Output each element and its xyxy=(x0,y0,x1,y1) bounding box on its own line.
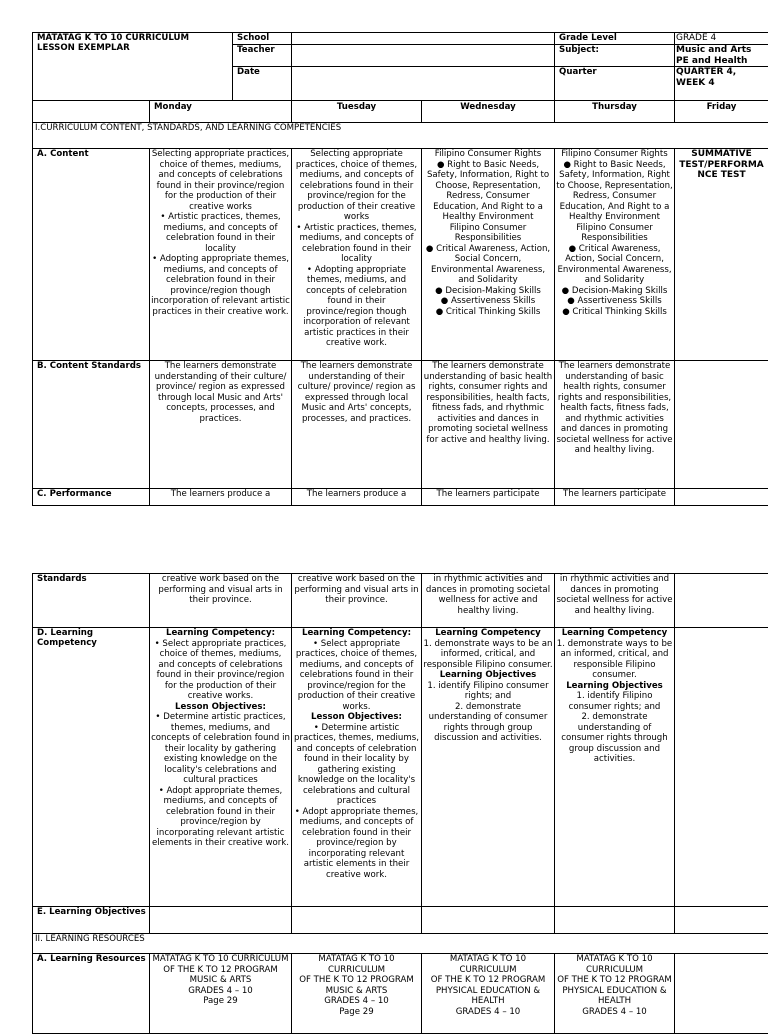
lc-text: 1. demonstrate ways to be an informed, critical, and responsible Filipino consumer. xyxy=(423,639,553,671)
performance-thursday-bottom: in rhythmic activities and dances in promoting societal wellness for active and healthy living. xyxy=(555,574,675,628)
teacher-label: Teacher xyxy=(233,45,292,67)
learning-resources-thursday: MATATAG K TO 10 CURRICULUM OF THE K TO 12 PROGRAM PHYSICAL EDUCATION & HEALTH GRADES 4 – 10 xyxy=(555,954,675,1034)
lo-heading: Lesson Objectives: xyxy=(293,712,420,723)
day-header-blank xyxy=(33,101,150,123)
section-learning-resources-heading: II. LEARNING RESOURCES xyxy=(33,934,768,954)
day-header-wednesday: Wednesday xyxy=(422,101,555,123)
lc-text: 1. demonstrate ways to be an informed, critical, and responsible Filipino consumer. xyxy=(556,639,673,681)
performance-monday-bottom: creative work based on the performing and visual arts in their province. xyxy=(150,574,292,628)
lo-text: • Determine artistic practices, themes, mediums, and concepts of celebration found in their locality by gathering existing knowledge on the locality's celebrations and cultural practices • Adopt appropriate themes, mediums, and concepts of celebration found in their province/region by incorporating relevant artistic elements in their creative work. xyxy=(293,723,420,881)
lc-heading: Learning Competency xyxy=(556,628,673,639)
school-field[interactable] xyxy=(292,33,555,45)
subject-value: Music and Arts PE and Health xyxy=(675,45,768,67)
teacher-field[interactable] xyxy=(292,45,555,67)
learning-resources-friday xyxy=(675,954,768,1034)
performance-friday-top xyxy=(675,489,768,506)
learning-competency-monday xyxy=(150,628,292,907)
lo-heading: Learning Objectives xyxy=(423,670,553,681)
content-standards-monday: The learners demonstrate understanding of their culture/ province/ region as expressed through local Music and Arts' concepts, processes, and practices. xyxy=(150,361,292,489)
performance-friday-bottom xyxy=(675,574,768,628)
content-thursday: Filipino Consumer Rights ● Right to Basic Needs, Safety, Information, Right to Choose, Representation, Redress, Consumer Education, And Right to a Healthy Environment Filipino Consumer Responsibilities ● Critical Awareness, Action, Social Concern, Environmental Awareness, and Solidarity ● Decision-Making Skills ● Assertiveness Skills ● Critical Thinking Skills xyxy=(555,149,675,361)
content-label: A. Content xyxy=(33,149,150,361)
date-label: Date xyxy=(233,67,292,101)
performance-thursday-top: The learners participate xyxy=(555,489,675,506)
learning-competency-wednesday xyxy=(422,628,555,907)
lesson-exemplar-table-page-1 xyxy=(32,32,768,506)
lo-text: 1. identify Filipino consumer rights; and 2. demonstrate understanding of consumer rights through group discussion and activities. xyxy=(423,681,553,744)
lesson-exemplar-table-page-2 xyxy=(32,573,768,1034)
learning-objectives-thursday xyxy=(555,907,675,934)
grade-level-label: Grade Level xyxy=(555,33,675,45)
quarter-label: Quarter xyxy=(555,67,675,101)
performance-monday-top: The learners produce a xyxy=(150,489,292,506)
date-field[interactable] xyxy=(292,67,555,101)
section-curriculum-heading: I.CURRICULUM CONTENT, STANDARDS, AND LEARNING COMPETENCIES xyxy=(33,123,768,149)
content-tuesday: Selecting appropriate practices, choice of themes, mediums, and concepts of celebrations found in their province/region for the production of their creative works • Artistic practices, themes, mediums, and concepts of celebration found in their locality • Adopting appropriate themes, mediums, and concepts of celebration found in their province/region though incorporation of relevant artistic practices in their creative work. xyxy=(292,149,422,361)
lc-heading: Learning Competency: xyxy=(151,628,290,639)
day-header-monday: Monday xyxy=(150,101,292,123)
grade-level-value: GRADE 4 xyxy=(675,33,768,45)
content-wednesday: Filipino Consumer Rights ● Right to Basic Needs, Safety, Information, Right to Choose, Representation, Redress, Consumer Education, And Right to a Healthy Environment Filipino Consumer Responsibilities ● Critical Awareness, Action, Social Concern, Environmental Awareness, and Solidarity ● Decision-Making Skills ● Assertiveness Skills ● Critical Thinking Skills xyxy=(422,149,555,361)
learning-resources-tuesday: MATATAG K TO 10 CURRICULUM OF THE K TO 12 PROGRAM MUSIC & ARTS GRADES 4 – 10 Page 29 xyxy=(292,954,422,1034)
learning-resources-label: A. Learning Resources xyxy=(33,954,150,1034)
lc-heading: Learning Competency xyxy=(423,628,553,639)
learning-competency-label: D. Learning Competency xyxy=(33,628,150,907)
learning-objectives-tuesday xyxy=(292,907,422,934)
performance-tuesday-bottom: creative work based on the performing and visual arts in their province. xyxy=(292,574,422,628)
learning-objectives-friday xyxy=(675,907,768,934)
learning-competency-friday xyxy=(675,628,768,907)
lo-heading: Learning Objectives xyxy=(556,681,673,692)
content-standards-wednesday: The learners demonstrate understanding of basic health rights, consumer rights and responsibilities, health facts, fitness fads, and rhythmic activities and dances in promoting societal wellness for active and healthy living. xyxy=(422,361,555,489)
content-friday: SUMMATIVE TEST/PERFORMA NCE TEST xyxy=(675,149,768,361)
day-header-friday: Friday xyxy=(675,101,768,123)
performance-standards-label: C. Performance xyxy=(33,489,150,506)
performance-wednesday-top: The learners participate xyxy=(422,489,555,506)
lo-text: 1. identify Filipino consumer rights; and 2. demonstrate understanding of consumer rights through group discussion and activities. xyxy=(556,691,673,765)
learning-objectives-monday xyxy=(150,907,292,934)
performance-standards-label-continued: Standards xyxy=(33,574,150,628)
day-header-thursday: Thursday xyxy=(555,101,675,123)
content-standards-friday xyxy=(675,361,768,489)
day-header-tuesday: Tuesday xyxy=(292,101,422,123)
school-label: School xyxy=(233,33,292,45)
quarter-value: QUARTER 4, WEEK 4 xyxy=(675,67,768,101)
learning-competency-thursday xyxy=(555,628,675,907)
lo-text: • Determine artistic practices, themes, mediums, and concepts of celebration found in their locality by gathering existing knowledge on the locality's celebrations and cultural practices • Adopt appropriate themes, mediums, and concepts of celebration found in their province/region by incorporating relevant artistic elements in their creative work. xyxy=(151,712,290,849)
subject-label: Subject: xyxy=(555,45,675,67)
content-standards-label: B. Content Standards xyxy=(33,361,150,489)
learning-objectives-label: E. Learning Objectives xyxy=(33,907,150,934)
content-monday: Selecting appropriate practices, choice of themes, mediums, and concepts of celebrations found in their province/region for the production of their creative works • Artistic practices, themes, mediums, and concepts of celebration found in their locality • Adopting appropriate themes, mediums, and concepts of celebration found in their province/region though incorporation of relevant artistic practices in their creative work. xyxy=(150,149,292,361)
lc-text: • Select appropriate practices, choice of themes, mediums, and concepts of celebrations found in their province/region for the production of their creative works. xyxy=(151,639,290,702)
lo-heading: Lesson Objectives: xyxy=(151,702,290,713)
lc-heading: Learning Competency: xyxy=(293,628,420,639)
content-standards-thursday: The learners demonstrate understanding of basic health rights, consumer rights and responsibilities, health facts, fitness fads, and rhythmic activities and dances in promoting societal wellness for active and healthy living. xyxy=(555,361,675,489)
learning-resources-monday: MATATAG K TO 10 CURRICULUM OF THE K TO 12 PROGRAM MUSIC & ARTS GRADES 4 – 10 Page 29 xyxy=(150,954,292,1034)
lc-text: • Select appropriate practices, choice of themes, mediums, and concepts of celebrations found in their province/region for the production of their creative works. xyxy=(293,639,420,713)
content-standards-tuesday: The learners demonstrate understanding of their culture/ province/ region as expressed through local Music and Arts' concepts, processes, and practices. xyxy=(292,361,422,489)
learning-resources-wednesday: MATATAG K TO 10 CURRICULUM OF THE K TO 12 PROGRAM PHYSICAL EDUCATION & HEALTH GRADES 4 – 10 xyxy=(422,954,555,1034)
learning-competency-tuesday xyxy=(292,628,422,907)
performance-tuesday-top: The learners produce a xyxy=(292,489,422,506)
learning-objectives-wednesday xyxy=(422,907,555,934)
curriculum-title: MATATAG K TO 10 CURRICULUM LESSON EXEMPLAR xyxy=(33,33,233,101)
performance-wednesday-bottom: in rhythmic activities and dances in promoting societal wellness for active and healthy living. xyxy=(422,574,555,628)
